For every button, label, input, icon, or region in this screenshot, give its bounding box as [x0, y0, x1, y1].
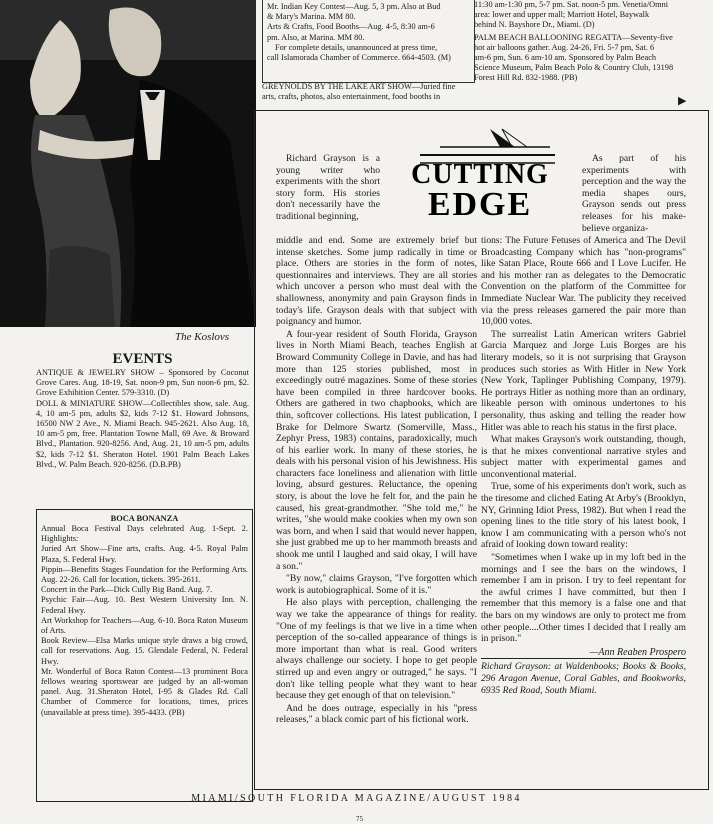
- boca-listing: Psychic Fair—Aug. 10. Best Western University Inn. N. Federal Hwy.: [41, 595, 248, 615]
- listing-line: behind N. Bayshore Dr., Miami. (D): [474, 20, 595, 30]
- boca-bonanza-box: [36, 509, 253, 802]
- article-paragraph: middle and end. Some are extremely brief but intense sketches. Some jump radically in time or place. Others are stories in the form of notes, questionnaires and interviews. They are all stories which uncover a person who must deal with the shallowness, anonymity and pain Grayson finds in today's life. Grayson deals with that subject with poignancy and humor.: [276, 235, 477, 328]
- article-col1: [276, 235, 477, 727]
- photo-caption: The Koslovs: [175, 331, 230, 343]
- couple-photo-illustration: [0, 0, 256, 327]
- article-paragraph: Richard Grayson is a young writer who experiments with the short story form. His stories don't necessarily have the traditional beginning,: [276, 153, 380, 222]
- listing-line: arts, crafts, photos, also entertainment, food booths in: [262, 92, 441, 102]
- listing-line: Science Museum, Palm Beach Polo & Country Club, 13198: [474, 63, 674, 73]
- article-paragraph: A four-year resident of South Florida, Grayson lives in North Miami Beach, teaches English at Broward Community College in Davie, and has had more than 125 stories published, most in exceedingly outré magazines. Some of these stories have been compiled in three hardcover books. Others are gathered in two chapbooks, which are thin, softcover collections. His latest publication, I Brake for Delmore Swartz (Somerville, Mass., Zephyr Press, 1983) contains, paradoxically, much of his earlier work. In many of these stories, he deals with his personal vision of his Jewishness. His characters face loneliness and alienation with little loving, absurd gestures. Reluctance, the opening story, is about the love he felt for, and the pain he caused, his great-grandmother. "She told me," he writes, "she would make cookies when my own son was born, and when I said that would never happen, she just grabbed me up to her mammoth breasts and shook me until I laughed and said okay, I will have a son.": [276, 328, 477, 572]
- article-paragraph: And he does outrage, especially in his "press releases," a black comic part of his fictional work.: [276, 702, 477, 726]
- listing-line: GREYNOLDS BY THE LAKE ART SHOW—Juried fine: [262, 82, 456, 91]
- listing-line: pm. Also, at Marina. MM 80.: [267, 32, 365, 42]
- listing-line: hot air balloons gather. Aug. 24-26, Fri. 5-7 pm, Sat. 6: [474, 42, 655, 52]
- page-number: 75: [356, 815, 363, 823]
- doll-miniature-listing: DOLL & MINIATURE SHOW—Collectibles show, sale. Aug. 4, 10 am-5 pm, adults $2, kids 7-12 $1. Howard Johnsons, 16500 NW 2 Ave., N. Miami Beach. 945-2621. Also Aug. 18, 10 am-5 pm, free. Plantation Towne Mall, 69 Ave. & Broward Blvd., Plantation. 920-8256. And, Aug. 21, 10 am-5 pm, adults $2, kids 7-12 $1. Sheraton Hotel. 1901 Palm Beach Lakes Blvd., W. Palm Beach. 920-8256. (D.B.PB): [36, 398, 249, 469]
- article-paragraph: "By now," claims Grayson, "I've forgotten which work is autobiographical. Some of it is.": [276, 573, 477, 596]
- greynolds-listing: [262, 82, 469, 106]
- article-col1-top: [276, 153, 380, 224]
- boca-listing: Pippin—Benefits Stages Foundation for the Performing Arts. Aug. 22-26. Call for location, tickets. 395-2611.: [41, 564, 248, 585]
- article-col2: [481, 235, 686, 697]
- article-paragraph: What makes Grayson's work outstanding, though, is that he mixes conventional narrative styles and subject matter with experimental games and unconventional material.: [481, 434, 686, 480]
- article-paragraph: True, some of his experiments don't work, such as the tiresome and cliched Eating At Arby's (Brooklyn, NY, Grinning Idiot Press, 1982). But when I read the opening lines to the title story of his latest book, I know I am communicating with a person who's not afraid of looking down toward reality:: [481, 481, 686, 551]
- antique-jewelry-listing: ANTIQUE & JEWELRY SHOW – Sponsored by Coconut Grove Cares. Aug. 18-19, Sat. noon-9 pm, Sun noon-6 pm, $2. Grove Exhibition Center. 579-3310. (D): [36, 368, 249, 398]
- top-right-listings: [474, 0, 696, 104]
- logo-word-edge: EDGE: [427, 186, 533, 220]
- cutting-edge-logo: [380, 125, 580, 220]
- listing-line: For complete details, unannounced at press time,: [275, 42, 438, 52]
- boca-listing: Annual Boca Festival Days celebrated Aug. 1-Sept. 2. Highlights:: [41, 524, 248, 544]
- listing-line: call Islamorada Chamber of Commerce. 664-4503. (M): [267, 53, 451, 63]
- boca-listing: Juried Art Show—Fine arts, crafts. Aug. 4-5. Royal Palm Plaza, S. Federal Hwy.: [41, 544, 248, 564]
- boca-listing: Book Review—Elsa Marks unique style draws a big crowd, call for reservations. Aug. 15. Glendale Federal, N. Federal Hwy.: [41, 636, 248, 666]
- listing-line: area: lower and upper mall; Marriott Hotel, Baywalk: [474, 10, 650, 20]
- author-signature: —Ann Reaben Prospero: [589, 646, 686, 658]
- article-quote: "Sometimes when I wake up in my loft bed in the mornings and I see the bars on the windows, I remember I am in prison. I try to feel repentant for the awful crimes I have committed, but then I remember that this memory is a false one and that the bars on my windows are only to protect me from other people....Other times I decided that I really am in prison.": [481, 552, 686, 645]
- islamorada-listing-box: [262, 0, 475, 83]
- magazine-footer: MIAMI/SOUTH FLORIDA MAGAZINE/AUGUST 1984: [191, 793, 522, 804]
- boca-listing: Art Workshop for Teachers—Aug. 6-10. Boca Raton Museum of Arts.: [41, 615, 248, 636]
- book-availability-credit: Richard Grayson: at Waldenbooks; Books & Books, 296 Aragon Avenue, Coral Gables, and Bookworks, 6935 Red Road, South Miami.: [481, 658, 686, 696]
- article-paragraph: The surrealist Latin American writers Gabriel Garcia Marquez and Jorge Luis Borges are his literary models, so it is not surprising that Grayson produces such stories as With Hitler in New York (New York, Taplinger Publishing Company, 1979). He portrays Hitler as nothing more than an ordinary, likeable person with ominous undertones to his personality, thus asking and telling the reader how Hitler was able to reach his status in the first place.: [481, 328, 686, 433]
- article-paragraph: He also plays with perception, challenging the way we take the appearance of things for reality. "One of my feelings is that we live in a time when perception of the so-called appearance of things is more important than what is real. Good writers always challenge our society. I hope to get people stirred up and even angry or outraged," he says. "I don't like telling people what they want to hear because they get enough of that on television.": [276, 597, 477, 702]
- listing-line: Forest Hill Rd. 832-1988. (PB): [474, 73, 578, 83]
- boca-listing: Mr. Wonderful of Boca Raton Contest—13 prominent Boca fellows wearing sportswear are judged by an all-woman panel. Aug. 31.Sheraton Hotel, I-95 & Glades Rd. Call Chamber of Commerce for locations, times, prices (unavailable at press time). 395-4433. (PB): [41, 666, 248, 717]
- article-col2-top: [582, 153, 686, 235]
- listing-line: 11:30 am-1:30 pm, 5-7 pm. Sat. noon-5 pm. Venetia/Omni: [474, 0, 669, 9]
- logo-word-cutting: CUTTING: [411, 159, 549, 190]
- article-paragraph: As part of his experiments with perception and the way the media shapes ours, Grayson sends out press releases for his make-believe organiza-: [582, 153, 686, 234]
- article-paragraph: tions: The Future Fetuses of America and The Devil Broadcasting Company which has "non-programs" like Satan Place, Route 666 and I Love Lucifer. He and his mother ran as delegates to the Democratic Convention on the platform of the Committee for Immediate Nuclear War. The publicity they received via the press releases garnered the pair more than 10,000 votes.: [481, 235, 686, 328]
- boca-bonanza-title: BOCA BONANZA: [110, 514, 179, 523]
- events-section: [36, 351, 249, 508]
- listing-line: & Mary's Marina. MM 80.: [267, 12, 356, 22]
- listing-line: Arts & Crafts, Food Booths—Aug. 4-5, 8:30 am-6: [267, 22, 435, 32]
- boca-listing: Concert in the Park—Dick Cully Big Band. Aug. 7.: [41, 585, 213, 595]
- events-title: EVENTS: [112, 351, 173, 367]
- continue-arrow-icon: ▶: [678, 95, 687, 107]
- listing-line: am-6 pm, Sun. 6 am-10 am. Sponsored by Palm Beach: [474, 53, 657, 63]
- listing-line: PALM BEACH BALLOONING REGATTA—Seventy-five: [474, 32, 673, 42]
- koslovs-photo: [0, 0, 256, 327]
- listing-line: Mr. Indian Key Contest—Aug. 5, 3 pm. Also at Bud: [267, 2, 441, 11]
